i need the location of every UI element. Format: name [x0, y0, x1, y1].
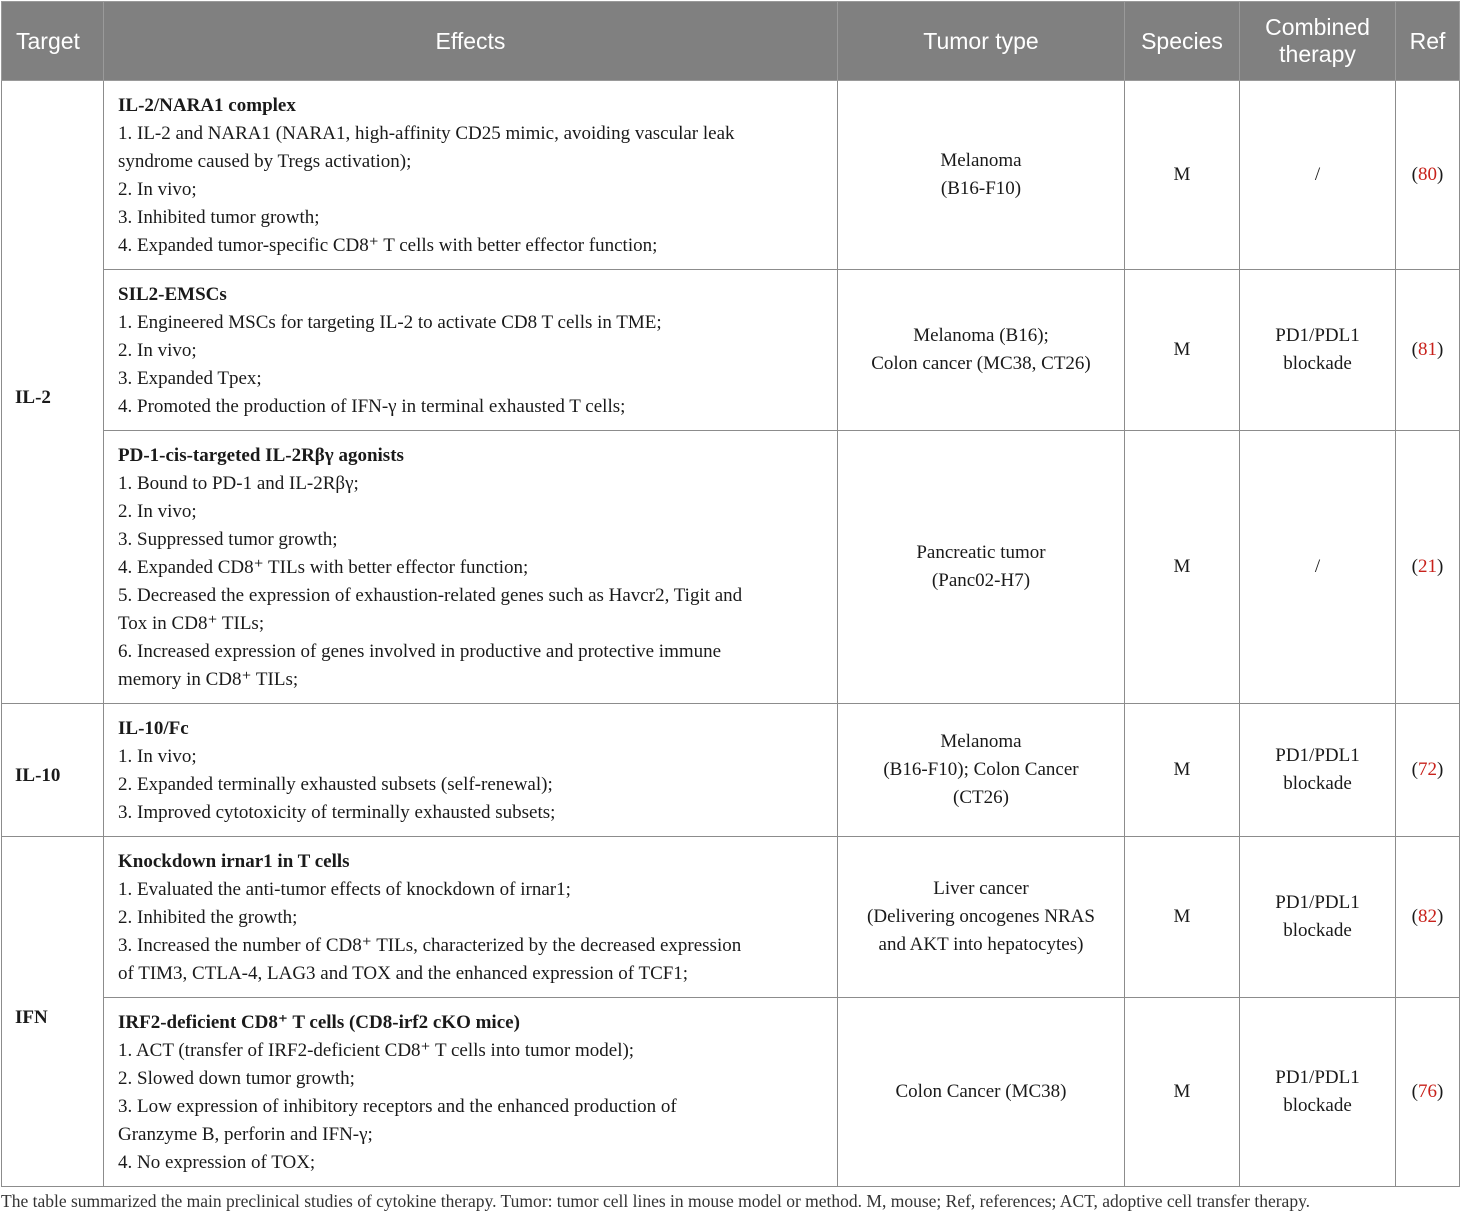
header-tumor-type: Tumor type	[838, 2, 1125, 81]
header-combined-line-2: therapy	[1279, 41, 1356, 67]
effect-line: 2. Inhibited the growth;	[118, 907, 298, 928]
tumor-line: (Panc02-H7)	[931, 570, 1031, 591]
effect-line: 4. No expression of TOX;	[118, 1152, 316, 1173]
tumor-line: (B16-F10); Colon Cancer	[883, 759, 1079, 780]
combined-line: blockade	[1283, 773, 1352, 794]
combined-line: PD1/PDL1	[1275, 892, 1360, 913]
target-cell: IFN	[2, 837, 104, 1187]
ref-link[interactable]: 80	[1418, 164, 1437, 185]
effect-line: 6. Increased expression of genes involved in productive and protective immune	[118, 641, 722, 662]
effects-cell	[104, 704, 838, 837]
combined-line: PD1/PDL1	[1275, 325, 1360, 346]
table-row	[2, 998, 1460, 1187]
combined-line: blockade	[1283, 353, 1352, 374]
header-row	[2, 2, 1460, 81]
combined-line: PD1/PDL1	[1275, 1067, 1360, 1088]
ref-paren-open: (	[1411, 906, 1418, 927]
combined-therapy-cell	[1240, 837, 1396, 998]
species-cell: M	[1125, 81, 1240, 270]
tumor-line: Colon Cancer (MC38)	[895, 1081, 1067, 1102]
effect-line: 3. Expanded Tpex;	[118, 368, 262, 389]
effect-title: IL-10/Fc	[118, 718, 189, 739]
combined-therapy-cell	[1240, 704, 1396, 837]
species-cell: M	[1125, 270, 1240, 431]
effect-line: 1. ACT (transfer of IRF2-deficient CD8⁺ T cells into tumor model);	[118, 1040, 635, 1061]
effect-line: 2. Expanded terminally exhausted subsets (self-renewal);	[118, 774, 553, 795]
table-caption: The table summarized the main preclinical studies of cytokine therapy. Tumor: tumor cell lines in mouse model or method. M, mouse; Ref, references; ACT, adoptive cell transfer therapy.	[1, 1191, 1311, 1211]
tumor-line: Melanoma (B16);	[913, 325, 1049, 346]
effect-line: 3. Suppressed tumor growth;	[118, 529, 338, 550]
effect-title: SIL2-EMSCs	[118, 284, 227, 305]
ref-paren-close: )	[1437, 906, 1444, 927]
combined-line: /	[1314, 164, 1321, 185]
combined-therapy-cell	[1240, 431, 1396, 704]
combined-therapy-cell	[1240, 81, 1396, 270]
effect-line: 2. Slowed down tumor growth;	[118, 1068, 355, 1089]
effect-line: 2. In vivo;	[118, 179, 197, 200]
ref-paren-close: )	[1437, 164, 1444, 185]
target-cell: IL-10	[2, 704, 104, 837]
tumor-line: (CT26)	[953, 787, 1009, 808]
header-target: Target	[2, 2, 104, 81]
header-ref: Ref	[1396, 2, 1460, 81]
tumor-type-cell	[838, 81, 1125, 270]
effects-cell	[104, 431, 838, 704]
target-cell: IL-2	[2, 81, 104, 704]
effect-title: PD-1-cis-targeted IL-2Rβγ agonists	[118, 445, 404, 466]
effect-line: 1. In vivo;	[118, 746, 197, 767]
ref-paren-open: (	[1411, 556, 1418, 577]
effect-line: 1. Bound to PD-1 and IL-2Rβγ;	[118, 473, 359, 494]
tumor-type-cell	[838, 431, 1125, 704]
tumor-line: Liver cancer	[933, 878, 1029, 899]
ref-link[interactable]: 76	[1418, 1081, 1437, 1102]
effect-title: IL-2/NARA1 complex	[118, 95, 296, 116]
effect-title: IRF2-deficient CD8⁺ T cells (CD8-irf2 cKO mice)	[118, 1012, 520, 1033]
tumor-line: Melanoma	[940, 150, 1022, 171]
tumor-line: Pancreatic tumor	[916, 542, 1046, 563]
ref-paren-close: )	[1437, 339, 1444, 360]
effect-line: 3. Low expression of inhibitory receptors and the enhanced production of	[118, 1096, 677, 1117]
ref-paren-close: )	[1437, 556, 1444, 577]
cytokine-therapy-table	[1, 1, 1460, 1187]
combined-line: blockade	[1283, 920, 1352, 941]
combined-therapy-cell	[1240, 998, 1396, 1187]
effects-cell	[104, 837, 838, 998]
effects-cell	[104, 270, 838, 431]
tumor-type-cell	[838, 837, 1125, 998]
ref-cell	[1396, 998, 1460, 1187]
ref-cell	[1396, 704, 1460, 837]
tumor-line: Colon cancer (MC38, CT26)	[871, 353, 1091, 374]
ref-paren-close: )	[1437, 1081, 1444, 1102]
ref-cell	[1396, 431, 1460, 704]
ref-cell	[1396, 81, 1460, 270]
effect-line: 4. Expanded tumor-specific CD8⁺ T cells with better effector function;	[118, 235, 658, 256]
species-cell: M	[1125, 431, 1240, 704]
tumor-type-cell	[838, 704, 1125, 837]
effect-line: 3. Increased the number of CD8⁺ TILs, characterized by the decreased expression	[118, 935, 742, 956]
ref-paren-open: (	[1411, 339, 1418, 360]
header-combined-therapy	[1240, 2, 1396, 81]
table-row	[2, 270, 1460, 431]
ref-paren-open: (	[1411, 1081, 1418, 1102]
combined-therapy-cell	[1240, 270, 1396, 431]
tumor-type-cell	[838, 270, 1125, 431]
effect-title: Knockdown irnar1 in T cells	[118, 851, 350, 872]
tumor-type-cell	[838, 998, 1125, 1187]
ref-link[interactable]: 21	[1418, 556, 1437, 577]
effect-line: memory in CD8⁺ TILs;	[118, 669, 299, 690]
effect-line: Tox in CD8⁺ TILs;	[118, 613, 265, 634]
effect-line: of TIM3, CTLA-4, LAG3 and TOX and the enhanced expression of TCF1;	[118, 963, 689, 984]
effects-cell	[104, 81, 838, 270]
table-row	[2, 431, 1460, 704]
combined-line: /	[1314, 556, 1321, 577]
species-cell: M	[1125, 837, 1240, 998]
tumor-line: (Delivering oncogenes NRAS	[867, 906, 1095, 927]
species-cell: M	[1125, 998, 1240, 1187]
effect-line: syndrome caused by Tregs activation);	[118, 151, 412, 172]
effect-line: 2. In vivo;	[118, 501, 197, 522]
effect-line: 3. Inhibited tumor growth;	[118, 207, 320, 228]
effect-line: 2. In vivo;	[118, 340, 197, 361]
table-row	[2, 81, 1460, 270]
tumor-line: and AKT into hepatocytes)	[878, 934, 1084, 955]
effect-line: 1. Engineered MSCs for targeting IL-2 to activate CD8 T cells in TME;	[118, 312, 662, 333]
effect-line: 3. Improved cytotoxicity of terminally exhausted subsets;	[118, 802, 556, 823]
tumor-line: (B16-F10)	[940, 178, 1022, 199]
effects-cell	[104, 998, 838, 1187]
effect-line: 1. IL-2 and NARA1 (NARA1, high-affinity CD25 mimic, avoiding vascular leak	[118, 123, 735, 144]
header-combined-line-1: Combined	[1265, 14, 1370, 40]
header-species: Species	[1125, 2, 1240, 81]
header-effects: Effects	[104, 2, 838, 81]
table-row	[2, 837, 1460, 998]
ref-link[interactable]: 72	[1418, 759, 1437, 780]
ref-link[interactable]: 82	[1418, 906, 1437, 927]
ref-paren-open: (	[1411, 164, 1418, 185]
effect-line: 1. Evaluated the anti-tumor effects of knockdown of irnar1;	[118, 879, 571, 900]
tumor-line: Melanoma	[940, 731, 1022, 752]
species-cell: M	[1125, 704, 1240, 837]
effect-line: 5. Decreased the expression of exhaustion-related genes such as Havcr2, Tigit and	[118, 585, 743, 606]
effect-line: 4. Promoted the production of IFN-γ in terminal exhausted T cells;	[118, 396, 626, 417]
table-row	[2, 704, 1460, 837]
ref-link[interactable]: 81	[1418, 339, 1437, 360]
ref-cell	[1396, 837, 1460, 998]
ref-paren-open: (	[1411, 759, 1418, 780]
combined-line: blockade	[1283, 1095, 1352, 1116]
effect-line: 4. Expanded CD8⁺ TILs with better effector function;	[118, 557, 529, 578]
combined-line: PD1/PDL1	[1275, 745, 1360, 766]
effect-line: Granzyme B, perforin and IFN-γ;	[118, 1124, 373, 1145]
ref-paren-close: )	[1437, 759, 1444, 780]
ref-cell	[1396, 270, 1460, 431]
